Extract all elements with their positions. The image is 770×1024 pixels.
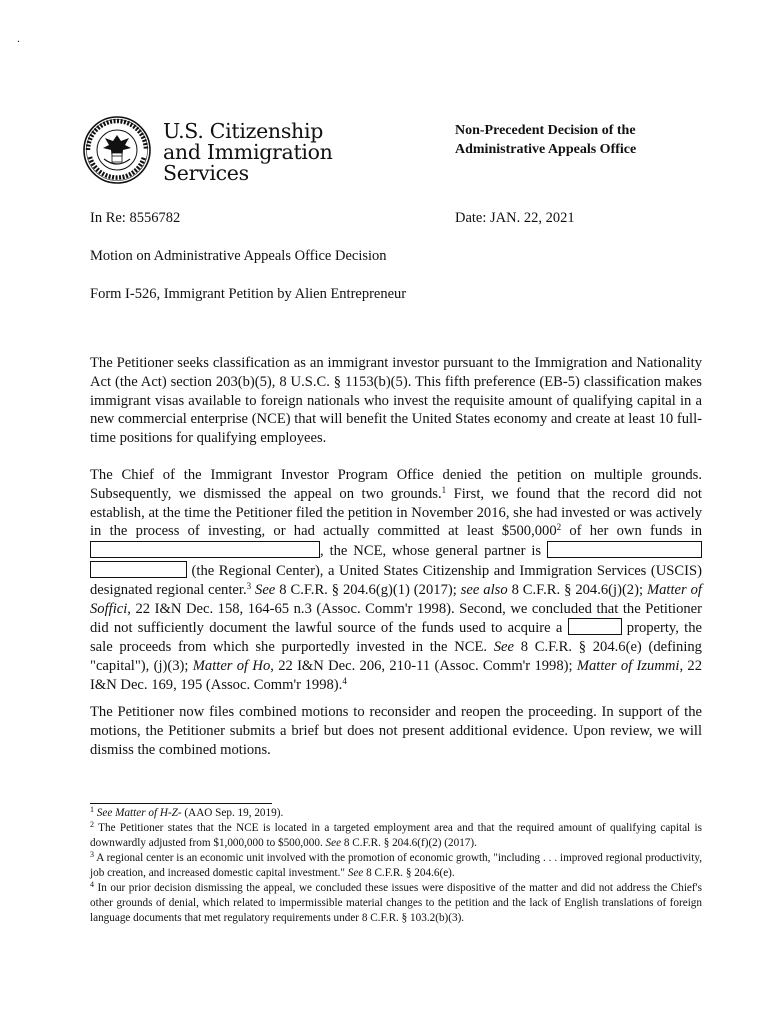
agency-line-3: Services xyxy=(163,161,249,185)
agency-line-2: and Immigration xyxy=(163,140,333,164)
p2-text-c: of her own funds in xyxy=(561,523,702,540)
footnote-ref-3[interactable]: 3 xyxy=(246,580,252,591)
paragraph-3-text: The Petitioner now files combined motions to reconsider and reopen the proceeding. In support of the motions, the Petitioner submits a brief but does not present additional evidence. Upon review, we will dismiss the combined motions. xyxy=(90,704,702,758)
p2-text-l: , 22 I&N Dec. 169, 195 (Assoc. Comm'r 1998). xyxy=(90,657,702,693)
office-heading xyxy=(455,121,636,159)
p2-see: See xyxy=(251,581,276,598)
footnote-2-see: See xyxy=(325,837,342,849)
paragraph-2 xyxy=(90,466,702,695)
p2-matter-ho: Matter of Ho xyxy=(192,657,271,674)
paragraph-1 xyxy=(90,354,702,448)
office-line-1: Non-Precedent Decision of the xyxy=(455,123,636,138)
p2-text-b: First, we found that the record did not establish, at the time the Petitioner filed the petition in November 2016, she had invested or was actively in the process of investing, or had actually committed at least $500,000 xyxy=(90,485,702,540)
footnote-1 xyxy=(90,806,702,821)
p2-see-2: See xyxy=(493,639,515,656)
form-type: Form I-526, Immigrant Petition by Alien Entrepreneur xyxy=(90,286,407,302)
footnote-2 xyxy=(90,821,702,851)
footnote-3 xyxy=(90,851,702,881)
p2-text-e: (the Regional Center), a United States Citizenship and Immigration Services (USCIS) designated regional center. xyxy=(90,562,702,598)
paragraph-1-text: The Petitioner seeks classification as an immigrant investor pursuant to the Immigration and Nationality Act (the Act) section 203(b)(5), 8 U.S.C. § 1153(b)(5). This fifth preference (EB-5) classification makes immigrant visas available to foreign nationals who invest the requisite amount of qualifying capital in a new commercial enterprise (NCE) that will benefit the United States economy and create at least 10 full-time positions for qualifying employees. xyxy=(90,355,702,447)
p2-text-g: 8 C.F.R. § 204.6(j)(2); xyxy=(507,581,647,598)
in-re-receipt: In Re: 8556782 xyxy=(90,210,181,226)
footnote-1-cite: See Matter of H-Z- xyxy=(96,807,182,819)
footnote-ref-2[interactable]: 2 xyxy=(556,522,562,533)
footnote-3-text-b: 8 C.F.R. § 204.6(e). xyxy=(363,867,455,879)
p2-text-i: property, the sale proceeds from which she purportedly invested in the NCE. xyxy=(90,620,702,656)
footnote-1-text: (AAO Sep. 19, 2019). xyxy=(181,807,284,819)
p2-text-j: 8 C.F.R. § 204.6(e) (defining "capital"), (j)(3); xyxy=(90,639,702,674)
p2-matter-izummi: Matter of Izummi xyxy=(576,657,680,674)
dhs-seal-icon xyxy=(82,115,152,185)
footnote-4 xyxy=(90,881,702,926)
footnote-ref-1[interactable]: 1 xyxy=(441,484,447,495)
footnote-2-text-b: 8 C.F.R. § 204.6(f)(2) (2017). xyxy=(341,837,477,849)
footnote-3-see: See xyxy=(347,867,364,879)
p2-text-d: , the NCE, whose general partner is xyxy=(320,543,547,560)
paragraph-3 xyxy=(90,703,702,759)
decision-date: Date: JAN. 22, 2021 xyxy=(455,210,575,226)
p2-matter-soffici: Matter of Soffici xyxy=(90,581,702,617)
redaction-box xyxy=(90,541,320,558)
footnote-number: 1 xyxy=(90,805,94,814)
footnote-divider xyxy=(90,803,272,804)
agency-name xyxy=(163,121,333,184)
footnotes xyxy=(90,806,702,926)
footnote-2-text: The Petitioner states that the NCE is located in a targeted employment area and that the required amount of qualifying capital is downwardly adjusted from $1,000,000 to $500,000. xyxy=(90,822,702,849)
office-line-2: Administrative Appeals Office xyxy=(455,142,637,157)
footnote-number: 3 xyxy=(90,850,94,859)
stray-mark: . xyxy=(17,31,20,45)
p2-text-k: , 22 I&N Dec. 206, 210-11 (Assoc. Comm'r 1998); xyxy=(270,657,577,674)
footnote-4-text: In our prior decision dismissing the appeal, we concluded these issues were dispositive of the matter and did not address the Chief's other grounds of denial, which related to impermissible material changes to the petition and the lack of English translations of foreign language documents that met regulatory requirements under 8 C.F.R. § 103.2(b)(3). xyxy=(90,882,702,924)
redaction-box xyxy=(568,618,622,635)
footnote-3-text: A regional center is an economic unit involved with the promotion of economic growth, "including . . . improved regional productivity, job creation, and increased domestic capital investment." xyxy=(90,852,702,879)
motion-type: Motion on Administrative Appeals Office Decision xyxy=(90,248,387,264)
p2-text-a: The Chief of the Immigrant Investor Program Office denied the petition on multiple grounds. Subsequently, we dismissed the appeal on two grounds. xyxy=(90,467,702,502)
agency-line-1: U.S. Citizenship xyxy=(163,119,324,143)
redaction-box xyxy=(547,541,702,558)
p2-see-also: see also xyxy=(460,581,508,598)
redaction-box xyxy=(90,561,187,578)
p2-text-h: , 22 I&N Dec. 158, 164-65 n.3 (Assoc. Comm'r 1998). Second, we concluded that the Petitioner did not sufficiently document the lawful source of the funds used to acquire a xyxy=(90,600,702,637)
footnote-number: 2 xyxy=(90,820,94,829)
footnote-number: 4 xyxy=(90,880,94,889)
p2-text-f: 8 C.F.R. § 204.6(g)(1) (2017); xyxy=(275,581,461,598)
footnote-ref-4[interactable]: 4 xyxy=(342,675,347,686)
